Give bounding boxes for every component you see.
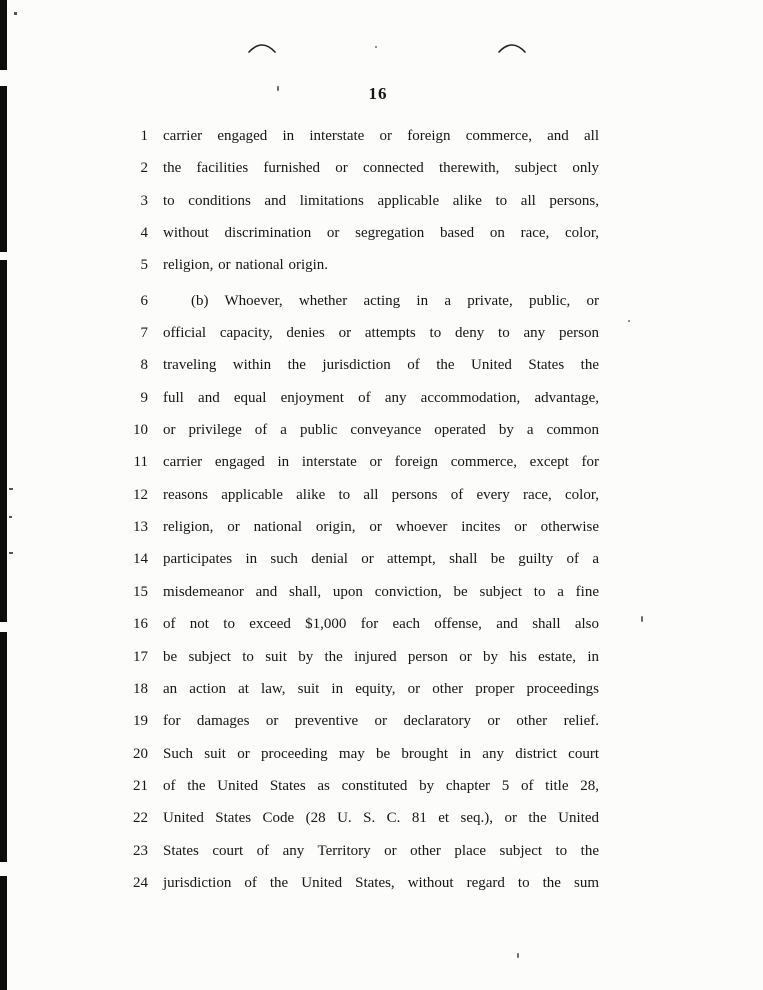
scan-speck xyxy=(628,320,630,322)
line-number: 16 xyxy=(133,616,148,633)
line-text: States court of any Territory or other place subject to the xyxy=(163,842,599,859)
text-line xyxy=(118,317,618,349)
scan-speck xyxy=(9,516,12,518)
text-line xyxy=(118,738,618,770)
line-number: 4 xyxy=(140,225,148,242)
line-text: reasons applicable alike to all persons of every race, color, xyxy=(163,486,599,503)
line-text: Such suit or proceeding may be brought in any district court xyxy=(163,745,599,762)
binding-arc-icon xyxy=(247,40,277,54)
line-number: 11 xyxy=(133,454,148,471)
line-text: carrier engaged in interstate or foreign commerce, and all xyxy=(163,128,599,144)
line-text: official capacity, denies or attempts to deny to any person xyxy=(163,325,599,342)
scan-speck xyxy=(9,552,13,554)
page-number: 16 xyxy=(368,84,388,103)
scan-edge-bar xyxy=(0,0,7,990)
line-text: religion, or national origin, or whoever incites or otherwise xyxy=(163,519,599,536)
text-line xyxy=(118,867,618,899)
text-line xyxy=(118,835,618,867)
text-line xyxy=(118,576,618,608)
text-line xyxy=(118,479,618,511)
text-line xyxy=(118,511,618,543)
line-text: the facilities furnished or connected therewith, subject only xyxy=(163,160,599,177)
line-text: participates in such denial or attempt, shall be guilty of a xyxy=(163,551,599,568)
line-number: 3 xyxy=(140,192,148,209)
line-text: be subject to suit by the injured person or by his estate, in xyxy=(163,648,599,665)
line-number: 21 xyxy=(133,777,148,794)
line-text: full and equal enjoyment of any accommodation, advantage, xyxy=(163,389,599,406)
line-number: 15 xyxy=(133,583,148,600)
line-number: 13 xyxy=(133,519,148,536)
text-block xyxy=(118,120,618,899)
text-line xyxy=(118,641,618,673)
line-text: United States Code (28 U. S. C. 81 et seq.), or the United xyxy=(163,810,599,827)
line-text: (b) Whoever, whether acting in a private, public, or xyxy=(191,292,599,309)
text-line xyxy=(118,382,618,414)
line-text: for damages or preventive or declaratory or other relief. xyxy=(163,713,599,730)
line-text: religion, or national origin. xyxy=(163,257,329,274)
line-text: of not to exceed $1,000 for each offense, and shall also xyxy=(163,616,599,633)
text-line xyxy=(118,120,618,152)
line-text: jurisdiction of the United States, without regard to the sum xyxy=(163,874,599,891)
text-line xyxy=(118,285,618,317)
line-number: 12 xyxy=(133,486,148,503)
line-text: an action at law, suit in equity, or other proper proceedings xyxy=(163,680,599,697)
scan-speck xyxy=(14,12,17,15)
text-line xyxy=(118,249,618,281)
line-text: traveling within the jurisdiction of the United States the xyxy=(163,357,599,374)
scan-edge-notch xyxy=(0,622,7,632)
line-number: 14 xyxy=(133,551,148,568)
line-number: 10 xyxy=(133,422,148,439)
text-line xyxy=(118,705,618,737)
text-line xyxy=(118,414,618,446)
line-number: 23 xyxy=(133,842,148,859)
line-number: 19 xyxy=(133,713,148,730)
text-line xyxy=(118,802,618,834)
line-number: 6 xyxy=(140,292,148,309)
line-text: of the United States as constituted by chapter 5 of title 28, xyxy=(163,777,599,794)
text-line xyxy=(118,152,618,184)
line-number: 8 xyxy=(140,357,148,374)
scan-edge-notch xyxy=(0,252,7,260)
line-number: 2 xyxy=(140,160,148,177)
line-text: without discrimination or segregation based on race, color, xyxy=(163,225,599,242)
line-number: 22 xyxy=(133,810,148,827)
scan-edge-notch xyxy=(0,862,7,876)
text-line xyxy=(118,185,618,217)
text-line xyxy=(118,349,618,381)
line-number: 24 xyxy=(133,874,148,891)
line-number: 18 xyxy=(133,680,148,697)
text-line xyxy=(118,673,618,705)
scan-edge-notch xyxy=(0,70,7,86)
line-number: 9 xyxy=(140,389,148,406)
scan-speck xyxy=(375,46,377,48)
line-text: carrier engaged in interstate or foreign commerce, except for xyxy=(163,454,599,471)
line-text: or privilege of a public conveyance operated by a common xyxy=(163,422,599,439)
line-number: 20 xyxy=(133,745,148,762)
text-line xyxy=(118,608,618,640)
line-number: 5 xyxy=(140,257,148,274)
text-line xyxy=(118,543,618,575)
scan-speck xyxy=(517,953,519,958)
line-text: to conditions and limitations applicable alike to all persons, xyxy=(163,192,599,209)
scan-speck xyxy=(641,616,643,622)
line-text: misdemeanor and shall, upon conviction, be subject to a fine xyxy=(163,583,599,600)
text-line xyxy=(118,217,618,249)
text-line xyxy=(118,770,618,802)
text-line xyxy=(118,446,618,478)
line-number: 17 xyxy=(133,648,148,665)
line-number: 7 xyxy=(140,325,148,342)
binding-arc-icon xyxy=(497,40,527,54)
line-number: 1 xyxy=(140,128,148,144)
scan-speck xyxy=(9,488,13,490)
